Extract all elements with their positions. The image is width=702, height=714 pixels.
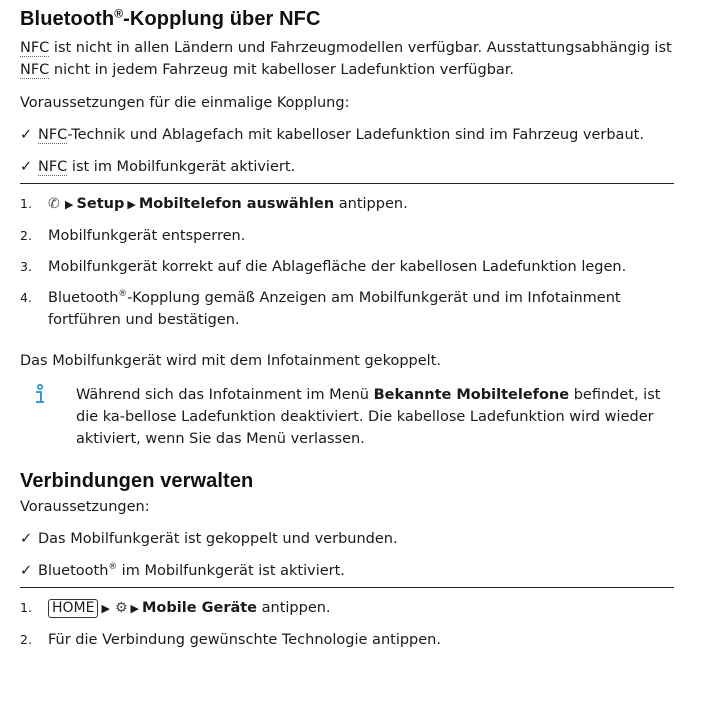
prerequisite-item: ✓ Das Mobilfunkgerät ist gekoppelt und verbunden. <box>20 528 674 550</box>
menu-item-setup[interactable]: Setup <box>76 196 125 212</box>
step-item: 4. Bluetooth®-Kopplung gemäß Anzeigen am Mobilfunkgerät und im Infotainment fortführen und bestätigen. <box>20 287 674 331</box>
divider <box>20 183 674 184</box>
intro-paragraph: NFC ist nicht in allen Ländern und Fahrzeugmodellen verfügbar. Ausstattungsabhängig ist NFC nicht in jedem Fahrzeug mit kabelloser Ladefunktion verfügbar. <box>20 40 672 78</box>
nfc-abbreviation[interactable]: NFC <box>20 62 50 78</box>
step-item: 2. Mobilfunkgerät entsperren. <box>20 225 674 247</box>
step-number: 3. <box>20 259 32 274</box>
phone-icon: ✆ <box>48 196 60 212</box>
home-key[interactable]: HOME <box>48 599 98 618</box>
step-item: 1. HOME ▶ ⚙ ▶ Mobile Geräte antippen. <box>20 597 674 620</box>
result-text: Das Mobilfunkgerät wird mit dem Infotainment gekoppelt. <box>20 353 442 369</box>
menu-arrow-icon: ▶ <box>130 602 139 615</box>
gear-icon[interactable]: ⚙ <box>114 600 128 616</box>
section-title-nfc-pairing: Bluetooth®-Kopplung über NFC <box>20 6 321 30</box>
menu-arrow-icon: ▶ <box>127 198 136 211</box>
info-icon <box>32 384 48 406</box>
step-item: 3. Mobilfunkgerät korrekt auf die Ablagefläche der kabellosen Ladefunktion legen. <box>20 256 674 278</box>
prerequisites-label: Voraussetzungen für die einmalige Kopplung: <box>20 95 350 111</box>
document-page <box>20 6 674 651</box>
step-number: 1. <box>20 600 32 615</box>
nfc-abbreviation[interactable]: NFC <box>20 40 50 56</box>
step-number: 4. <box>20 290 32 305</box>
menu-item-mobile-devices[interactable]: Mobile Geräte <box>141 600 258 616</box>
checkmark-icon: ✓ <box>20 127 33 143</box>
divider <box>20 587 674 588</box>
step-item: 2. Für die Verbindung gewünschte Technologie antippen. <box>20 629 674 651</box>
steps-list <box>20 597 674 651</box>
menu-item-select-phone[interactable]: Mobiltelefon auswählen <box>138 196 335 212</box>
menu-known-phones[interactable]: Bekannte Mobiltelefone <box>373 387 570 403</box>
prerequisite-item: ✓ Bluetooth® im Mobilfunkgerät ist aktiviert. <box>20 560 674 582</box>
steps-list <box>20 193 674 331</box>
checkmark-icon: ✓ <box>20 563 33 579</box>
nfc-abbreviation[interactable]: NFC <box>38 159 68 175</box>
prerequisite-item: ✓ NFC-Technik und Ablagefach mit kabelloser Ladefunktion sind im Fahrzeug verbaut. <box>20 124 674 146</box>
menu-arrow-icon: ▶ <box>65 198 74 211</box>
step-number: 2. <box>20 632 32 647</box>
info-note: Während sich das Infotainment im Menü Bekannte Mobiltelefone befindet, ist die ka-bellose Ladefunktion deaktiviert. Die kabellose Ladefunktion wird wieder aktiviert, wenn Sie das Menü verlassen. <box>20 384 674 450</box>
step-number: 1. <box>20 196 32 211</box>
section-title-manage-connections: Verbindungen verwalten <box>20 470 254 492</box>
prerequisites-label: Voraussetzungen: <box>20 499 150 515</box>
step-item: 1. ✆ ▶ Setup ▶ Mobiltelefon auswählen antippen. <box>20 193 674 216</box>
checkmark-icon: ✓ <box>20 159 33 175</box>
step-number: 2. <box>20 228 32 243</box>
menu-arrow-icon: ▶ <box>101 602 110 615</box>
prerequisite-item: ✓ NFC ist im Mobilfunkgerät aktiviert. <box>20 156 674 178</box>
nfc-abbreviation[interactable]: NFC <box>38 127 68 143</box>
checkmark-icon: ✓ <box>20 531 33 547</box>
